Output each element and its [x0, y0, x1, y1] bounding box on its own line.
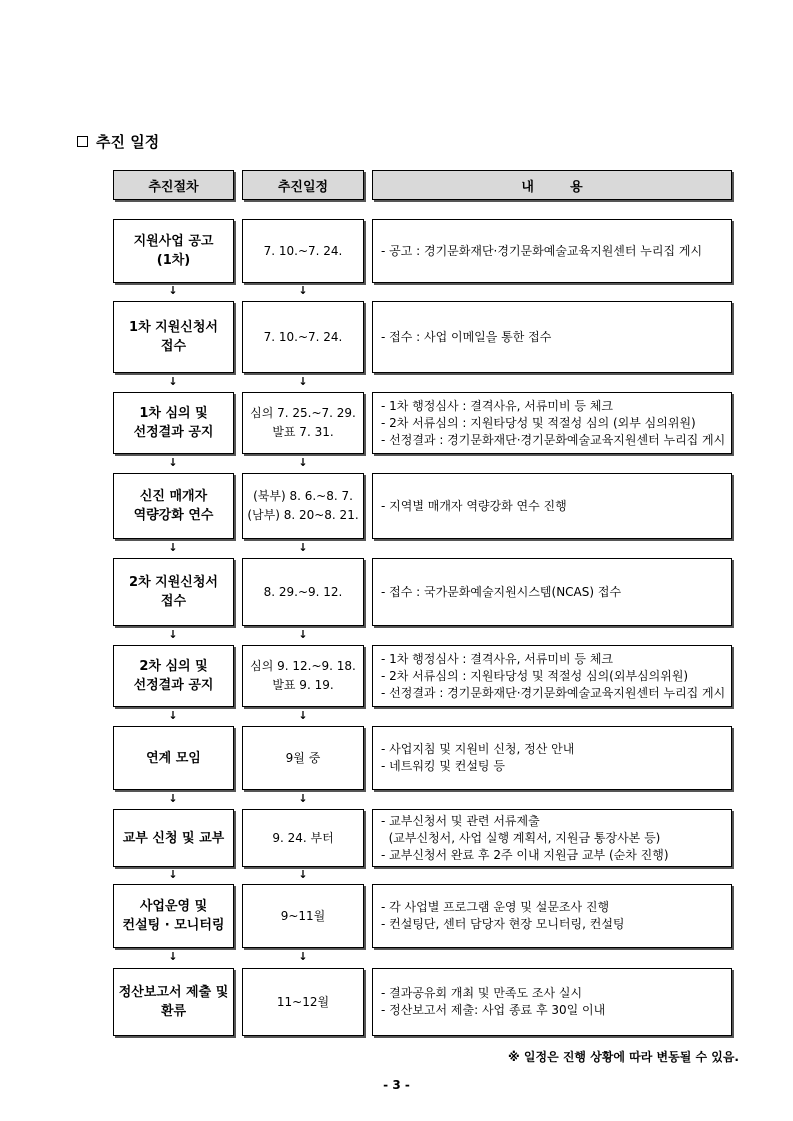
content-cell — [372, 645, 732, 707]
step-cell — [113, 392, 234, 454]
content-line: - 접수 : 국가문화예술지원시스템(NCAS) 접수 — [381, 584, 622, 599]
down-arrow-icon: ↓ — [168, 541, 178, 554]
content-line: - 공고 : 경기문화재단·경기문화예술교육지원센터 누리집 게시 — [381, 243, 703, 258]
down-arrow-icon: ↓ — [168, 284, 178, 297]
content-line: - 결과공유회 개최 및 만족도 조사 실시 — [381, 986, 583, 1000]
step-line: 선정결과 공지 — [133, 425, 214, 440]
schedule-line: 11~12월 — [276, 994, 330, 1009]
step-line: 교부 신청 및 교부 — [122, 830, 225, 846]
step-line: 정산보고서 제출 및 — [118, 985, 229, 1000]
schedule-cell — [242, 301, 364, 373]
down-arrow-icon: ↓ — [298, 375, 308, 388]
step-line: 연계 모임 — [146, 750, 201, 766]
schedule-line: (남부) 8. 20~8. 21. — [247, 508, 359, 522]
down-arrow-icon: ↓ — [298, 628, 308, 641]
content-cell — [372, 219, 732, 283]
schedule-line: 심의 9. 12.~9. 18. — [250, 659, 356, 673]
schedule-cell — [242, 968, 364, 1036]
schedule-cell — [242, 726, 364, 790]
content-line: (교부신청서, 사업 실행 계획서, 지원금 통장사본 등) — [381, 830, 661, 845]
content-line: - 컨설팅단, 센터 담당자 현장 모니터링, 컨설팅 — [381, 917, 625, 931]
step-line: 역량강화 연수 — [133, 508, 214, 523]
down-arrow-icon: ↓ — [298, 456, 308, 469]
content-cell — [372, 473, 732, 539]
step-line: 2차 심의 및 — [139, 659, 208, 674]
step-cell — [113, 558, 234, 626]
down-arrow-icon: ↓ — [298, 868, 308, 881]
content-line: - 1차 행정심사 : 결격사유, 서류미비 등 체크 — [381, 398, 613, 413]
schedule-line: 심의 7. 25.~7. 29. — [250, 406, 356, 420]
page-number: - 3 - — [383, 1078, 410, 1092]
schedule-line: 발표 9. 19. — [272, 678, 334, 692]
down-arrow-icon: ↓ — [168, 868, 178, 881]
step-cell — [113, 726, 234, 790]
step-line: 컨설팅 · 모니터링 — [122, 918, 225, 933]
step-line: 신진 매개자 — [139, 489, 208, 504]
down-arrow-icon: ↓ — [168, 375, 178, 388]
schedule-cell — [242, 884, 364, 948]
footnote: ※ 일정은 진행 상황에 따라 변동될 수 있음. — [508, 1050, 739, 1064]
checkbox-square-icon — [77, 136, 88, 147]
header-schedule: 추진일정 — [242, 170, 364, 200]
content-cell — [372, 726, 732, 790]
content-line: - 지역별 매개자 역량강화 연수 진행 — [381, 498, 567, 513]
content-cell — [372, 968, 732, 1036]
step-line: 접수 — [160, 594, 187, 609]
down-arrow-icon: ↓ — [298, 284, 308, 297]
step-cell — [113, 301, 234, 373]
schedule-cell — [242, 392, 364, 454]
content-line: - 정산보고서 제출: 사업 종료 후 30일 이내 — [381, 1003, 606, 1017]
step-cell — [113, 884, 234, 948]
step-cell — [113, 473, 234, 539]
schedule-cell — [242, 809, 364, 867]
schedule-line: 9~11월 — [280, 908, 326, 923]
schedule-line: 7. 10.~7. 24. — [263, 329, 343, 344]
step-line: 선정결과 공지 — [133, 678, 214, 693]
content-line: - 2차 서류심의 : 지원타당성 및 적절성 심의(외부심의위원) — [381, 668, 689, 683]
schedule-line: 8. 29.~9. 12. — [263, 584, 343, 599]
header-content: 내 용 — [372, 170, 732, 200]
content-cell — [372, 392, 732, 454]
down-arrow-icon: ↓ — [168, 628, 178, 641]
schedule-line: 9월 중 — [285, 750, 321, 765]
content-line: - 사업지침 및 지원비 신청, 정산 안내 — [381, 742, 575, 756]
content-line: - 네트워킹 및 컨설팅 등 — [381, 759, 505, 773]
step-line: 지원사업 공고 — [133, 234, 214, 249]
content-line: - 접수 : 사업 이메일을 통한 접수 — [381, 329, 552, 344]
section-title: 추진 일정 — [96, 133, 160, 151]
content-line: - 선정결과 : 경기문화재단·경기문화예술교육지원센터 누리집 게시 — [381, 432, 726, 447]
down-arrow-icon: ↓ — [168, 950, 178, 963]
schedule-line: 7. 10.~7. 24. — [263, 243, 343, 258]
schedule-line: 발표 7. 31. — [272, 425, 334, 439]
header-step: 추진절차 — [113, 170, 234, 200]
schedule-cell — [242, 219, 364, 283]
content-cell — [372, 558, 732, 626]
down-arrow-icon: ↓ — [298, 950, 308, 963]
down-arrow-icon: ↓ — [168, 792, 178, 805]
step-line: 접수 — [160, 339, 187, 354]
down-arrow-icon: ↓ — [298, 541, 308, 554]
content-line: - 선정결과 : 경기문화재단·경기문화예술교육지원센터 누리집 게시 — [381, 685, 726, 700]
step-cell — [113, 645, 234, 707]
step-cell — [113, 968, 234, 1036]
content-line: - 교부신청서 및 관련 서류제출 — [381, 813, 540, 828]
schedule-cell — [242, 473, 364, 539]
schedule-cell — [242, 558, 364, 626]
step-line: 환류 — [160, 1004, 187, 1019]
content-cell — [372, 809, 732, 867]
step-line: 사업운영 및 — [139, 899, 208, 914]
step-line: 1차 심의 및 — [139, 406, 208, 421]
step-line: 2차 지원신청서 — [129, 575, 218, 590]
step-cell — [113, 219, 234, 283]
section-heading — [77, 131, 159, 152]
content-line: - 각 사업별 프로그램 운영 및 설문조사 진행 — [381, 900, 610, 914]
down-arrow-icon: ↓ — [168, 709, 178, 722]
down-arrow-icon: ↓ — [168, 456, 178, 469]
content-line: - 2차 서류심의 : 지원타당성 및 적절성 심의 (외부 심의위원) — [381, 415, 696, 430]
content-line: - 1차 행정심사 : 결격사유, 서류미비 등 체크 — [381, 651, 613, 666]
step-line: 1차 지원신청서 — [129, 320, 218, 335]
down-arrow-icon: ↓ — [298, 792, 308, 805]
step-line: (1차) — [156, 253, 191, 268]
schedule-line: (북부) 8. 6.~8. 7. — [253, 489, 353, 503]
content-line: - 교부신청서 완료 후 2주 이내 지원금 교부 (순차 진행) — [381, 847, 669, 862]
schedule-cell — [242, 645, 364, 707]
down-arrow-icon: ↓ — [298, 709, 308, 722]
content-cell — [372, 301, 732, 373]
schedule-line: 9. 24. 부터 — [272, 830, 334, 845]
content-cell — [372, 884, 732, 948]
step-cell — [113, 809, 234, 867]
